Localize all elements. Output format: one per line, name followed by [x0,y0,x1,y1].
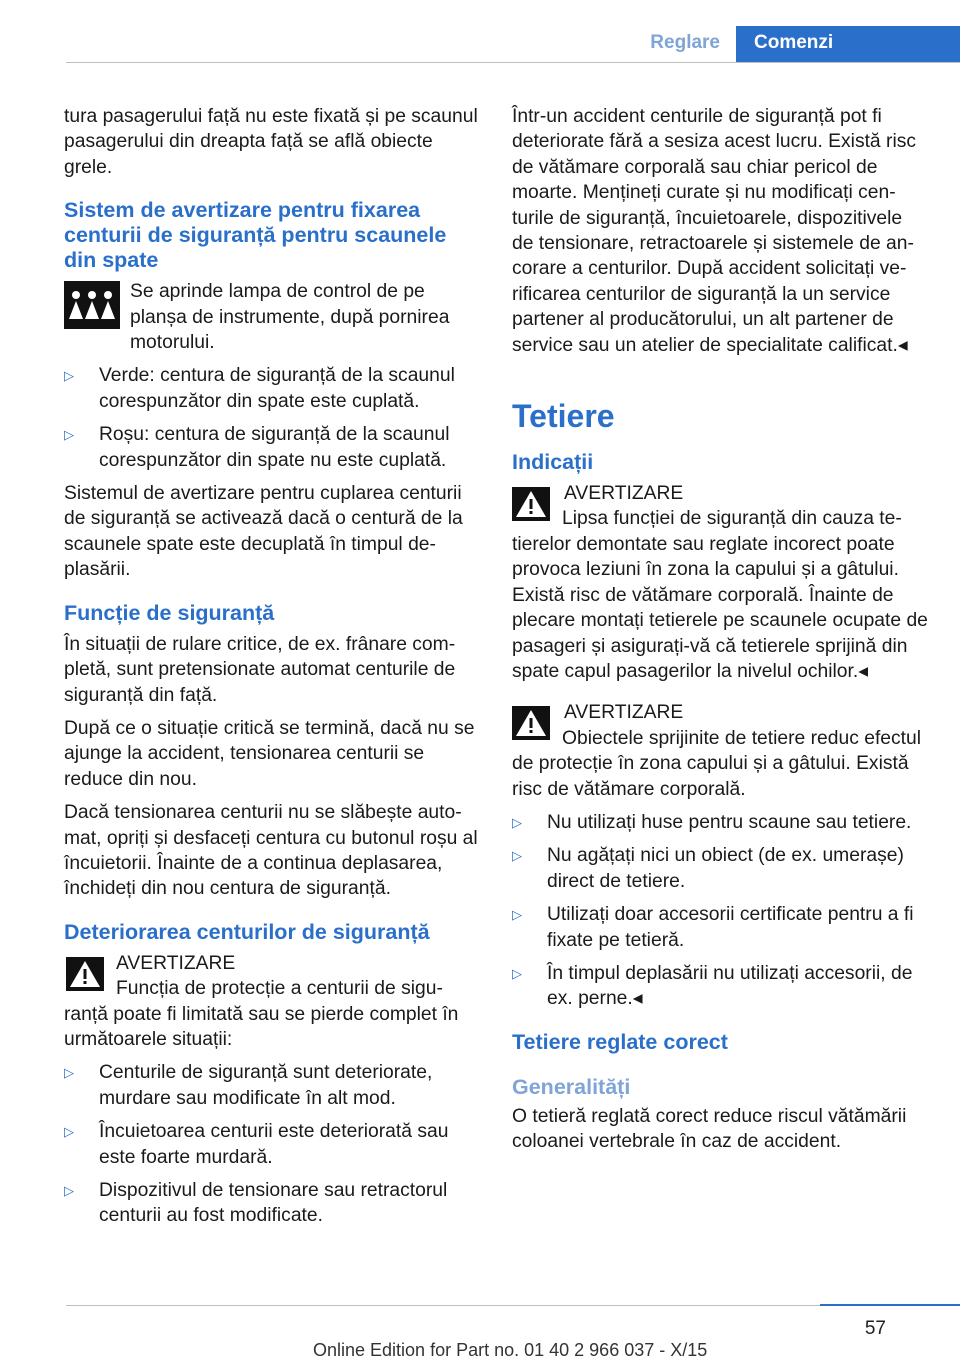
bullet-damage-1: ▷ Centurile de siguranță sunt deteriorate, murdare sau modificate în alt mod. [64,1060,478,1111]
seatbelt-lamp-icon [64,281,120,329]
heading-safety-function: Funcție de siguranță [64,600,275,625]
warning-text: Funcția de protecție a centurii de siguranță poate fi limitată sau se pierde complet în următoarele situații: [64,978,459,1050]
edition-text: Online Edition for Part no. 01 40 2 966 037 - X/15 [313,1340,708,1360]
heading-belt-warning: Sistem de avertizare pentru fixarea centurii de siguranță pentru scaunele din spate [64,198,447,273]
warning-icon [512,487,550,521]
warning-title: AVERTIZARE [116,952,236,974]
heading-belt-damage: Deteriorarea centurilor de siguranță [64,919,430,944]
safety-paragraph-3: Dacă tensionarea centurii nu se slăbește automat, opriți și desfaceți centura cu butonul roșu al încuietorii. Înainte de a continua deplasarea, închideți din nou centura de siguranță. [64,802,478,900]
heading-tetiere: Tetiere [512,398,615,435]
right-column [512,104,928,1163]
bullet-green: ▷ Verde: centura de siguranță de la scaunul corespunzător din spate este cuplată. [64,363,478,414]
intro-paragraph: tura pasagerului față nu este fixată și pe scaunul pasagerului din dreapta față se află obiecte grele. [64,106,478,178]
warning-text: Lipsa funcției de siguranță din cauza tetierelor demontate sau reglate incorect poate provoca leziuni în zona la capului și a gâtului. Există risc de vătămare corporală. Înainte de plecare montați tetierele pe scaunele ocupate de pasageri și asigurați-vă că tetierele sprijină din spate capul pasagerilor la nivelul ochilor.◂ [512,508,928,682]
system-paragraph: Sistemul de avertizare pentru cuplarea centurii de siguranță se activează dacă o centură de la scaunele spate este decuplată în timpul deplasării. [64,483,463,581]
footer-accent [820,1304,960,1306]
safety-paragraph-1: În situații de rulare critice, de ex. frânare completă, sunt pretensionate automat centurile de siguranță din față. [64,633,456,706]
bullet-red: ▷ Roșu: centura de siguranță de la scaunul corespunzător din spate nu este cuplată. [64,422,478,473]
left-column [64,104,478,1237]
lamp-block [64,279,478,355]
tab-reglare[interactable]: Reglare [650,32,720,53]
safety-paragraph-2: După ce o situație critică se termină, dacă nu se ajunge la accident, tensionarea centurii se reduce din nou. [64,717,475,790]
warning-title: AVERTIZARE [564,483,684,505]
heading-indicatii: Indicații [512,450,594,475]
tab-comenzi[interactable]: Comenzi [736,26,960,62]
warning-text: Obiectele sprijinite de tetiere reduc efectul de protecție în zona capului și a gâtului. Există risc de vătămare corporală. [512,727,922,800]
bullet-headrest-1: ▷ Nu utilizați huse pentru scaune sau tetiere. [512,810,928,835]
warning-icon [512,706,550,740]
bullet-damage-2: ▷ Încuietoarea centurii este deteriorată sau este foarte murdară. [64,1119,478,1170]
heading-reglate-corect: Tetiere reglate corect [512,1029,728,1054]
warning-icon [66,957,104,991]
bullet-headrest-4: ▷ În timpul deplasării nu utilizați accesorii, de ex. perne.◂ [512,961,928,1012]
heading-generalitati: Generalități [512,1074,631,1099]
warning-headrest-2 [512,700,928,802]
bullet-headrest-3: ▷ Utilizați doar accesorii certificate pentru a fi fixate pe tetieră. [512,902,928,953]
accident-paragraph: Într-un accident centurile de siguranță pot fi deteriorate fără a sesiza acest lucru. Există risc de vătămare corporală sau chiar pericol de moarte. Mențineți curate și nu modificați centurile de siguranță, încuietoarele, dispozitivele de tensionare, retractoarele și sistemele de ancorare a centurilor. După accident solicitați verificarea centurilor de siguranță la un service partener al producătorului, un alt partener de service sau un atelier de specialitate calificat.◂ [512,106,917,356]
page-number: 57 [864,1318,886,1339]
warning-headrest-1 [512,481,928,684]
warning-belt-damage [64,951,478,1053]
bullet-damage-3: ▷ Dispozitivul de tensionare sau retractorul centurii au fost modificate. [64,1178,478,1229]
warning-title: AVERTIZARE [564,702,684,724]
lamp-text: Se aprinde lampa de control de pe planșa de instrumente, după pornirea motorului. [130,281,450,354]
general-paragraph: O tetieră reglată corect reduce riscul vătămării coloanei vertebrale în caz de accident. [512,1105,907,1153]
bullet-headrest-2: ▷ Nu agățați nici un obiect (de ex. umerașe) direct de tetiere. [512,843,928,894]
page-header [66,26,960,63]
